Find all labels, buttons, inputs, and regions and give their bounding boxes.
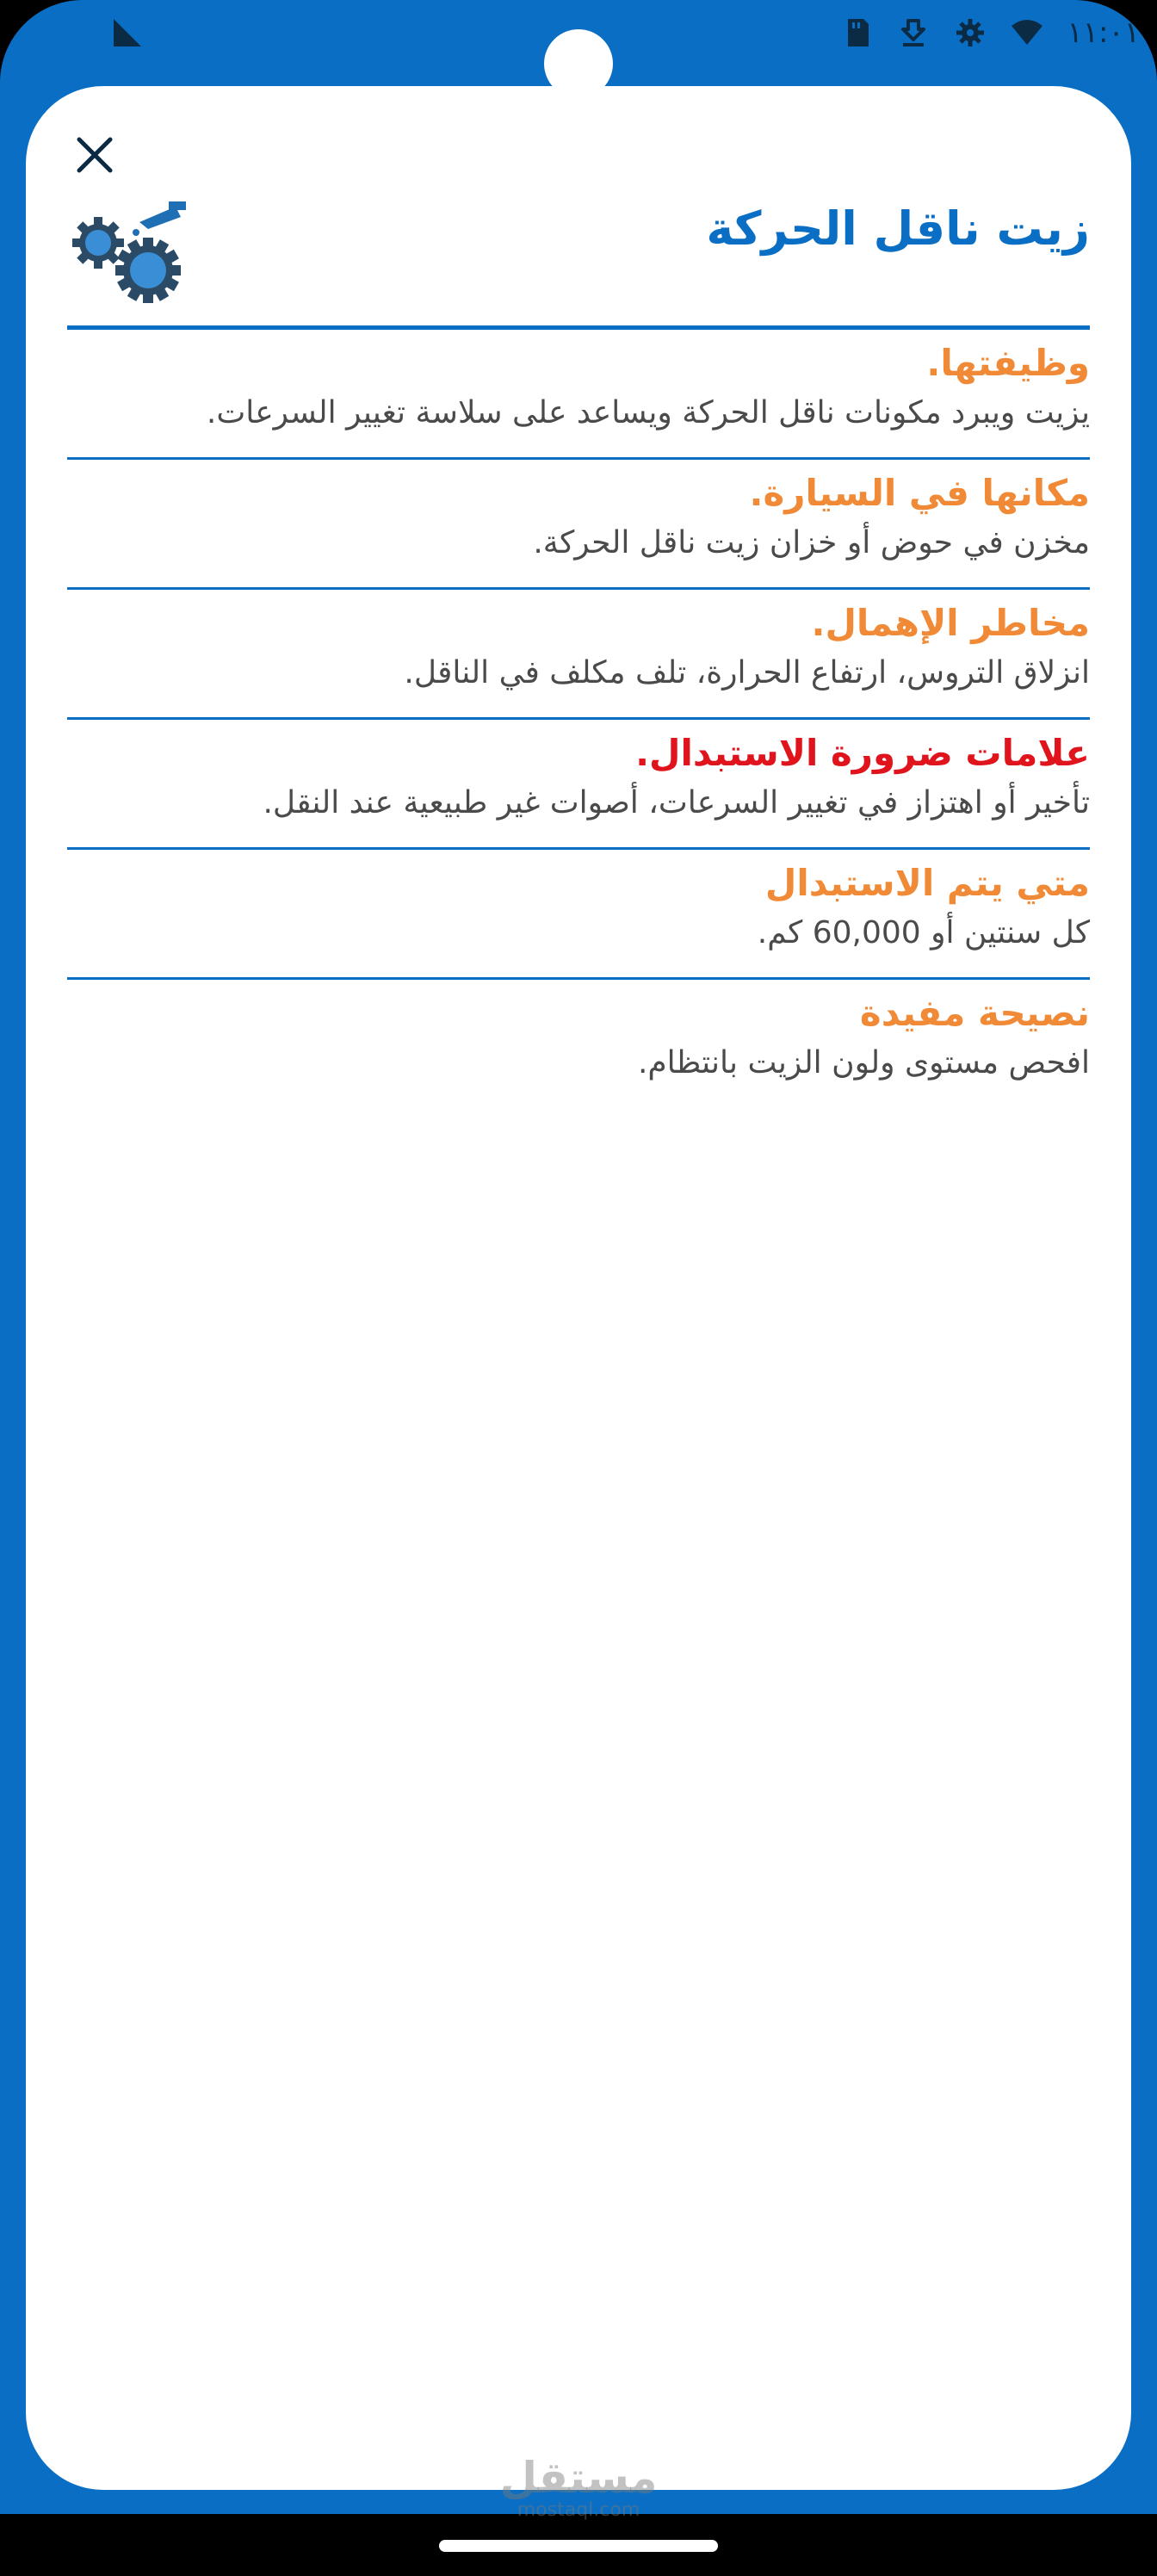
download-icon (896, 15, 931, 50)
status-right-group (839, 12, 1140, 53)
section-heading: متي يتم الاستبدال (764, 862, 1090, 904)
section-replacement-interval (67, 850, 1090, 980)
watermark-latin: mostaql.com (517, 2499, 640, 2521)
status-time: ١١:٠١ (1067, 15, 1140, 50)
gears-icon (65, 183, 196, 313)
section-text: افحص مستوى ولون الزيت بانتظام. (637, 1045, 1090, 1081)
page-title: زيت ناقل الحركة (706, 201, 1090, 256)
watermark (0, 2455, 1157, 2521)
wifi-icon (1010, 15, 1044, 50)
section-heading: وظيفتها. (926, 342, 1090, 384)
sd-card-icon (839, 15, 874, 50)
close-icon (76, 136, 114, 174)
section-text: انزلاق التروس، ارتفاع الحرارة، تلف مكلف في الناقل. (404, 655, 1090, 690)
section-replacement-signs (67, 720, 1090, 850)
section-text: تأخير أو اهتزاز في تغيير السرعات، أصوات غير طبيعية عند النقل. (263, 785, 1090, 820)
close-button[interactable] (69, 129, 121, 181)
info-sections (67, 330, 1090, 1107)
section-text: يزيت ويبرد مكونات ناقل الحركة ويساعد على سلاسة تغيير السرعات. (206, 395, 1090, 430)
camera-cutout (544, 29, 613, 98)
section-text: كل سنتين أو 60,000 كم. (757, 915, 1090, 951)
section-heading: مكانها في السيارة. (749, 472, 1090, 514)
section-tip (67, 980, 1090, 1107)
no-sim-corner-icon (110, 15, 145, 50)
gesture-nav-handle[interactable] (439, 2540, 718, 2552)
section-text: مخزن في حوض أو خزان زيت ناقل الحركة. (533, 525, 1090, 560)
settings-icon (953, 15, 987, 50)
section-heading: مخاطر الإهمال. (811, 602, 1090, 644)
section-location (67, 460, 1090, 590)
section-risks (67, 590, 1090, 720)
section-heading: نصيحة مفيدة (859, 992, 1090, 1034)
section-function (67, 330, 1090, 460)
bottom-sheet (31, 91, 1126, 2485)
watermark-arabic: مستقل (499, 2453, 658, 2503)
section-heading: علامات ضرورة الاستبدال. (635, 732, 1090, 774)
